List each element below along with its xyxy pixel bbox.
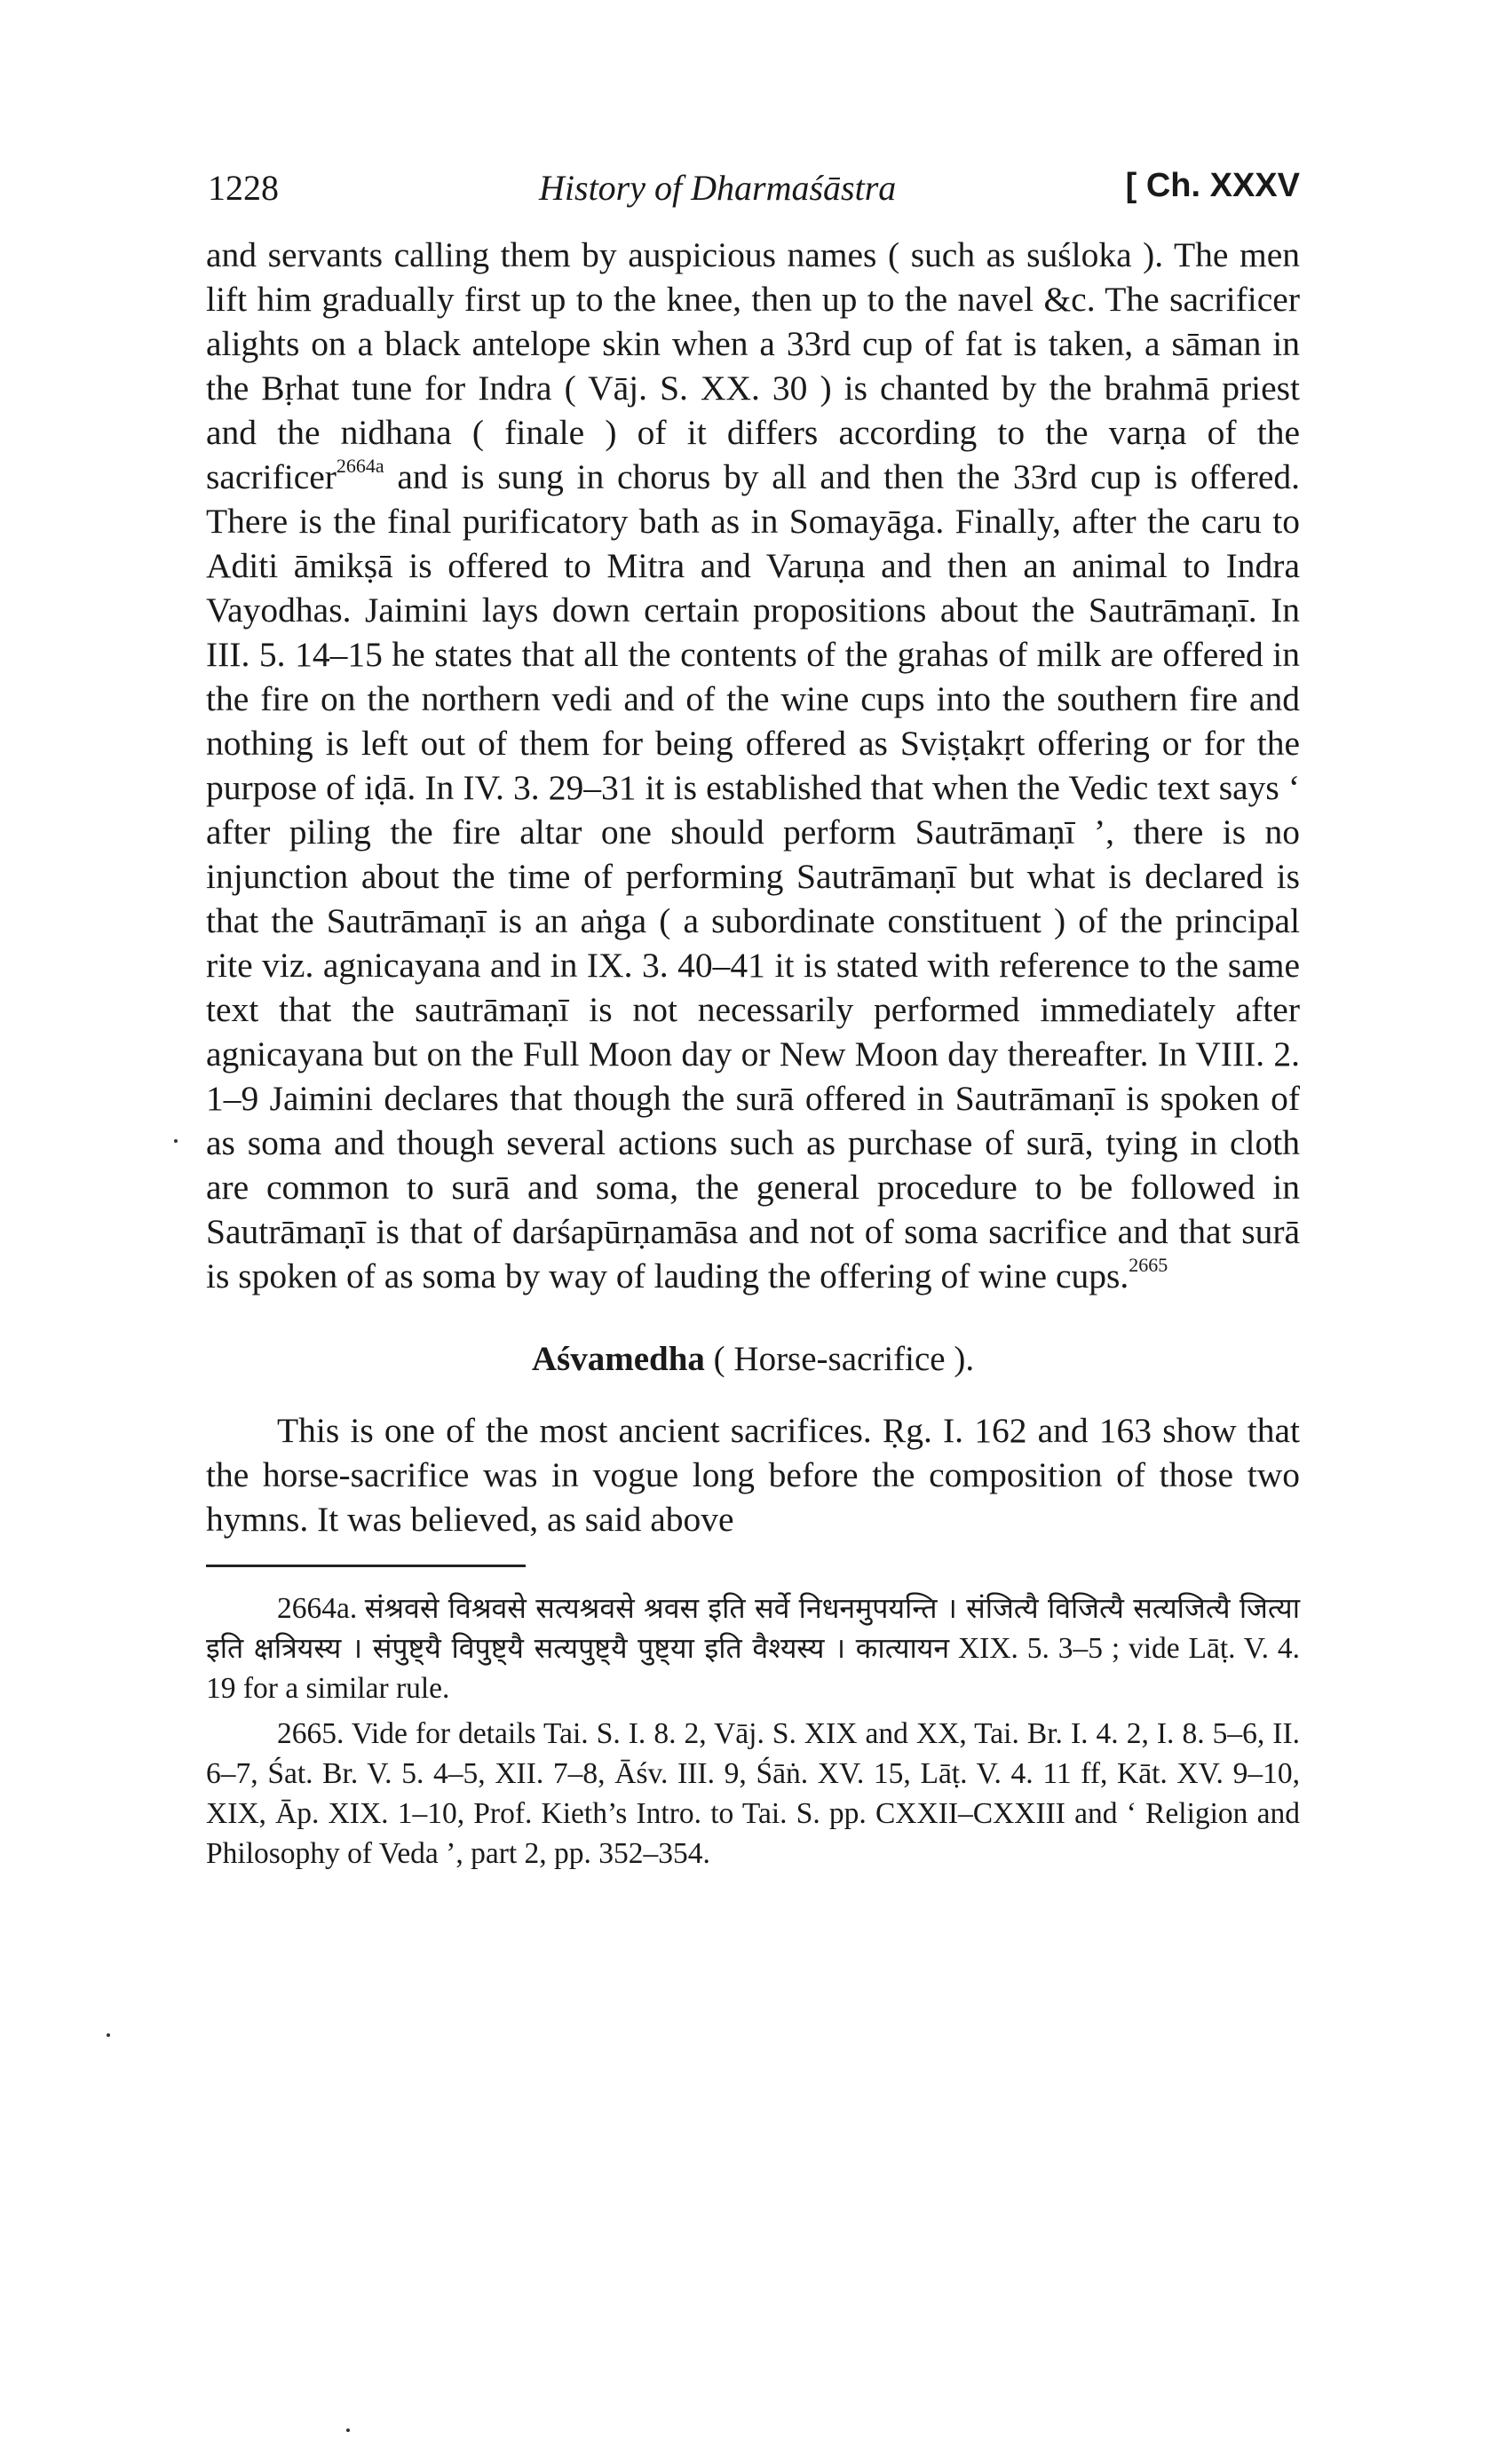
footnote-divider xyxy=(206,1565,526,1567)
footnote-label: 2664a. xyxy=(277,1592,358,1625)
footnote-2665 xyxy=(206,1714,1300,1874)
section-heading xyxy=(206,1337,1300,1382)
paragraph-2: This is one of the most ancient sacrifices. Ṛg. I. 162 and 163 show that the horse-sacrifice was in vogue long before the composition of those two hymns. It was believed, as said above xyxy=(206,1411,1300,1539)
footnote-2664a xyxy=(206,1589,1300,1708)
print-speck xyxy=(346,2428,350,2432)
print-speck xyxy=(107,2033,110,2037)
page xyxy=(206,151,1300,1879)
section-heading-subtitle: ( Horse-sacrifice ). xyxy=(704,1340,975,1378)
footnote-ref-2664a: 2664a xyxy=(336,455,384,477)
paragraph-1 xyxy=(206,233,1300,1298)
footnote-label: 2665. xyxy=(277,1717,345,1750)
paragraph-1-part-b: and is sung in chorus by all and then the 33rd cup is offered. There is the final purificatory bath as in Somayāga. Finally, after the caru to Aditi āmikṣā is offered to Mitra and Varuṇa and then an animal to Indra Vayodhas. Jaimini lays down certain propositions about the Sautrāmaṇī. In III. 5. 14–15 he states that all the contents of the grahas of milk are offered in the fire on the northern vedi and of the wine cups into the southern fire and nothing is left out of them for being offered as Sviṣṭakṛt offering or for the purpose of iḍā. In IV. 3. 29–31 it is established that when the Vedic text says ‘ after piling the fire altar one should perform Sautrāmaṇī ’, there is no injunction about the time of performing Sautrāmaṇī but what is declared is that the Sautrāmaṇī is an aṅga ( a subordinate constituent ) of the principal rite viz. agnicayana and in IX. 3. 40–41 it is stated with reference to the same text that the sautrāmaṇī is not necessarily performed immediately after agnicayana but on the Full Moon day or New Moon day thereafter. In VIII. 2. 1–9 Jaimini declares that though the surā offered in Sautrāmaṇī is spoken of as soma and though several actions such as purchase of surā, tying in cloth are common to surā and soma, the general procedure to be followed in Sautrāmaṇī is that of darśapūrṇamāsa and not of soma sacrifice and that surā is spoken of as soma by way of lauding the offering of wine cups. xyxy=(206,457,1300,1295)
page-number: 1228 xyxy=(208,168,279,208)
chapter-label: [ Ch. XXXV xyxy=(1125,167,1300,204)
paragraph-1-part-a: and servants calling them by auspicious names ( such as suśloka ). The men lift him gradually first up to the knee, then up to the navel &c. The sacrificer alights on a black antelope skin when a 33rd cup of fat is taken, a sāman in the Bṛhat tune for Indra ( Vāj. S. XX. 30 ) is chanted by the brahmā priest and the nidhana ( finale ) of it differs according to the varṇa of the sacrificer xyxy=(206,235,1300,496)
footnote-sanskrit: संश्रवसे विश्रवसे सत्यश्रवसे श्रवस इति सर्वे निधनमुपयन्ति । संजित्यै विजित्यै सत्यजित्यै जित्या इति क्षत्रियस्य । संपुष्ट्यै विपुष्ट्यै सत्यपुष्ट्यै पुष्ट्या इति वैश्यस्य । कात्यायन xyxy=(206,1591,1300,1665)
footnotes xyxy=(206,1589,1300,1874)
body-text xyxy=(206,233,1300,1541)
footnote-text: Vide for details Tai. S. I. 8. 2, Vāj. S. XIX and XX, Tai. Br. I. 4. 2, I. 8. 5–6, II. 6–7, Śat. Br. V. 5. 4–5, XII. 7–8, Āśv. III. 9, Śāṅ. XV. 15, Lāṭ. V. 4. 11 ff, Kāt. XV. 9–10, XIX, Āp. XIX. 1–10, Prof. Kieth’s Intro. to Tai. S. pp. CXXII–CXXIII and ‘ Religion and Philosophy of Veda ’, part 2, pp. 352–354. xyxy=(206,1717,1300,1870)
print-speck xyxy=(174,1139,178,1143)
book-title: History of Dharmaśāstra xyxy=(539,168,897,208)
section-heading-title: Aśvamedha xyxy=(531,1340,705,1378)
footnote-text: XIX. 5. 3–5 ; vide Lāṭ. V. 4. 19 for a similar rule. xyxy=(206,1632,1300,1705)
running-head xyxy=(206,151,1300,213)
footnote-ref-2665: 2665 xyxy=(1129,1254,1168,1276)
